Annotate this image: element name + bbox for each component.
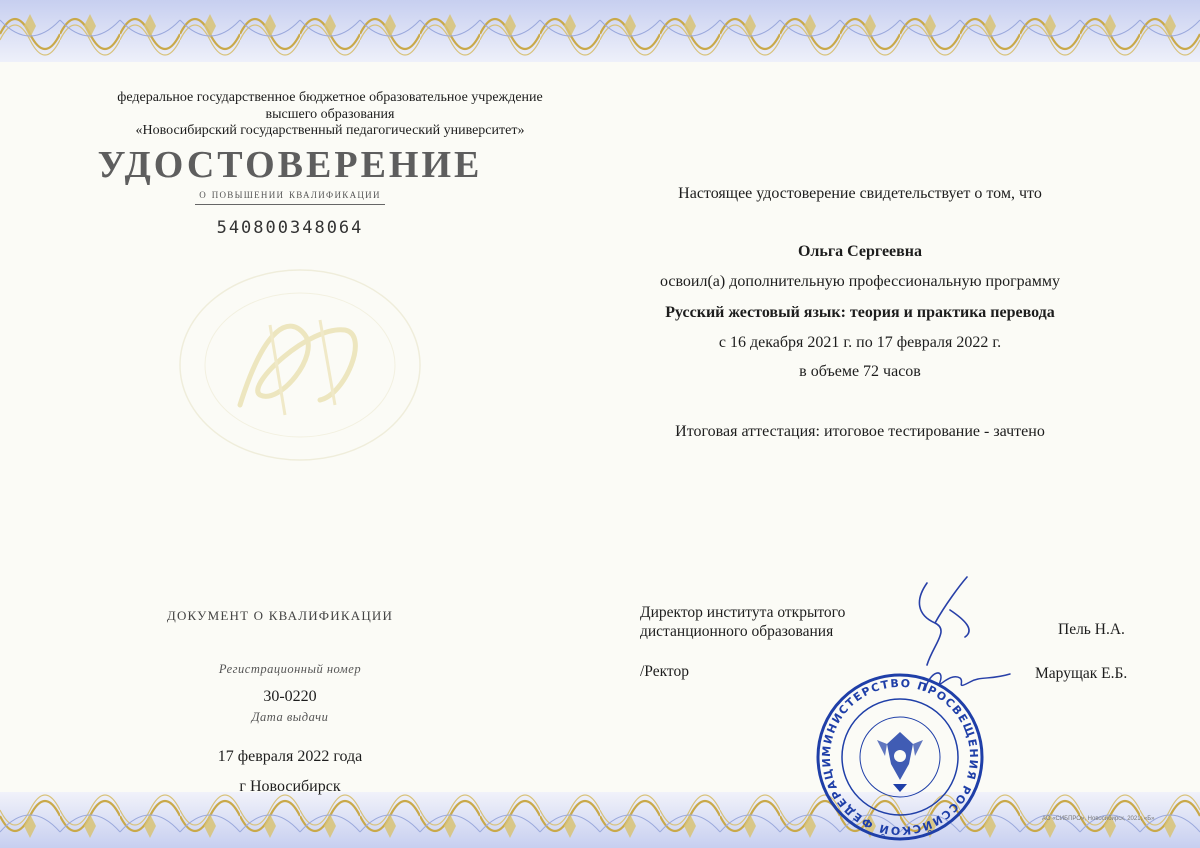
program-name: Русский жестовый язык: теория и практика перевода [665,304,1055,321]
institution-line-1: федеральное государственное бюджетное образовательное учреждение [117,90,543,105]
certificate-subtitle [140,186,440,202]
top-ornament-border [0,0,1200,62]
institution-name [60,90,600,140]
study-volume: в объеме 72 часов [799,363,921,380]
official-seal [815,672,985,842]
issue-date: 17 февраля 2022 года [217,748,363,765]
signer1-title [640,603,845,641]
registration-number: 30-0220 [263,688,317,705]
institution-line-2: высшего образования [265,106,395,122]
certificate-title: УДОСТОВЕРЕНИЕ [97,144,483,186]
printer-mark: АО «СИБПРО», Новосибирск, 2021, «Б» [1042,816,1155,822]
institution-line-3: «Новосибирский государственный педагогический университет» [135,123,525,138]
intro-text: Настоящее удостоверение свидетельствует о том, что [678,185,1042,202]
final-attestation: Итоговая аттестация: итоговое тестирование - зачтено [675,423,1045,440]
serial-number: 540800348064 [216,218,364,238]
signer2-name: Марущак Е.Б. [1035,665,1128,682]
issue-city: г Новосибирск [239,778,341,795]
signer2-title: /Ректор [640,663,689,680]
bottom-ornament-border [0,792,1200,848]
study-period: с 16 декабря 2021 г. по 17 февраля 2022 г. [718,334,1002,351]
certificate-subtitle-text: о повышении квалификации [195,186,385,205]
person-name: Ольга Сергеевна [797,243,922,260]
signer1-title-line2: дистанционного образования [640,623,834,640]
signer1-name: Пель Н.А. [1058,621,1125,638]
watermark-monogram [170,255,430,475]
signer1-title-line1: Директор института открытого [640,604,846,621]
issue-date-label: Дата выдачи [251,710,329,724]
seal-outer-text: МИНИСТЕРСТВО ПРОСВЕЩЕНИЯ РОССИЙСКОЙ ФЕДЕРАЦИ [819,676,981,838]
registration-number-label: Регистрационный номер [218,662,362,676]
completed-program-text: освоил(а) дополнительную профессиональную программу [659,273,1060,290]
document-qualification-label: ДОКУМЕНТ О КВАЛИФИКАЦИИ [166,608,394,623]
